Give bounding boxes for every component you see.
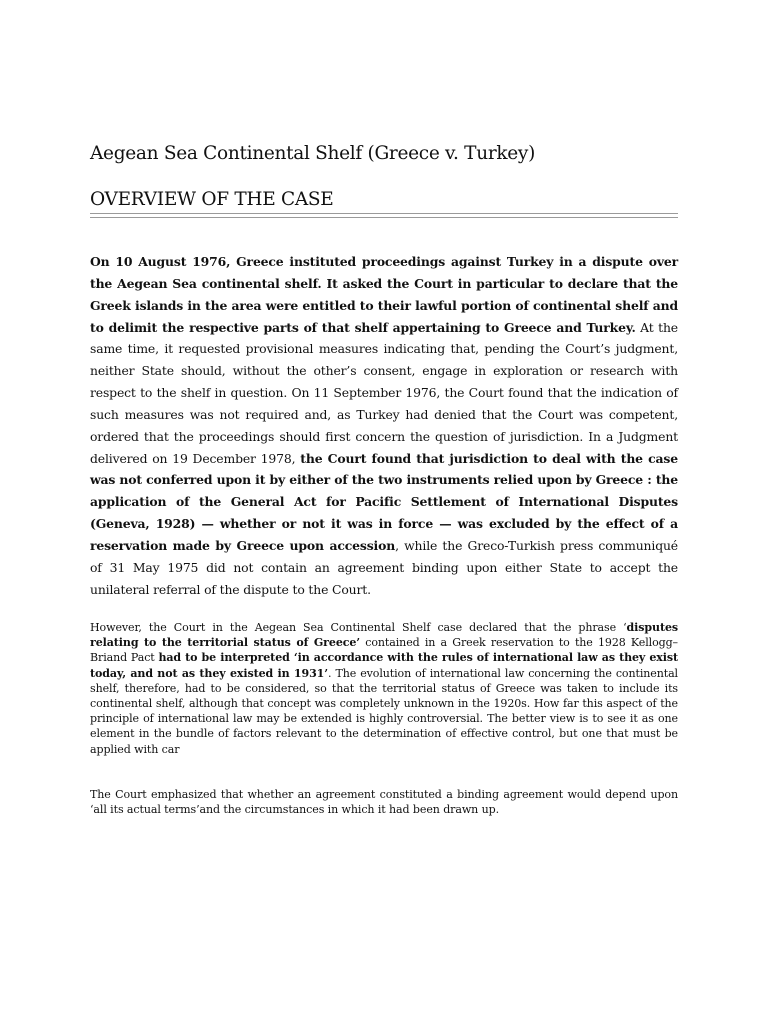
paragraph-2-text-3: . The evolution of international law concerning the continental shelf, therefore, had to be considered, so that the territorial status of Greece was taken to include its continental shelf, although that concept was completely unknown in the 1920s. How far this aspect of the principle of international law may be extended is highly controversial. The better view is to see it as one element in the bundle of factors relevant to the determination of effective control, but one that must be applied with car	[90, 666, 678, 756]
paragraph-3: The Court emphasized that whether an agreement constituted a binding agreement would depend upon ‘all its actual terms’and the circumstances in which it had been drawn up.	[90, 788, 678, 817]
paragraph-1-bold-intro: On 10 August 1976, Greece instituted proceedings against Turkey in a dispute over the Aegean Sea continental shelf. It asked the Court in particular to declare that the Greek islands in the area were entitled to their lawful portion of continental shelf and to delimit the respective parts of that shelf appertaining to Greece and Turkey.	[90, 254, 678, 335]
paragraph-2	[90, 620, 678, 757]
paragraph-2-bold-phrase: disputes relating to the territorial status of Greece’	[90, 621, 678, 650]
paragraph-1	[90, 251, 678, 601]
section-heading: OVERVIEW OF THE CASE	[90, 189, 334, 210]
document-title: Aegean Sea Continental Shelf (Greece v. Turkey)	[90, 143, 536, 164]
heading-divider	[90, 213, 678, 218]
paragraph-2-bold-interpreted: had to be interpreted ‘in accordance with the rules of international law as they exist today, and not as they existed in 1931’	[90, 651, 678, 680]
paragraph-1-text-2: , while the Greco-Turkish press communiqué of 31 May 1975 did not contain an agreement binding upon either State to accept the unilateral referral of the dispute to the Court.	[90, 537, 678, 597]
paragraph-2-text-1: However, the Court in the Aegean Sea Continental Shelf case declared that the phrase ‘	[90, 621, 627, 634]
paragraph-1-bold-finding: the Court found that jurisdiction to deal with the case was not conferred upon it by either of the two instruments relied upon by Greece : the application of the General Act for Pacific Settlement of International Disputes (Geneva, 1928) — whether or not it was in force — was excluded by the effect of a reservation made by Greece upon accession	[90, 450, 678, 553]
paragraph-1-text-1: At the same time, it requested provisional measures indicating that, pending the Court’s judgment, neither State should, without the other’s consent, engage in exploration or research with respect to the shelf in question. On 11 September 1976, the Court found that the indication of such measures was not required and, as Turkey had denied that the Court was competent, ordered that the proceedings should first concern the question of jurisdiction. In a Judgment delivered on 19 December 1978,	[90, 319, 678, 466]
paragraph-2-text-2: contained in a Greek reservation to the 1928 Kellogg–Briand Pact	[90, 636, 678, 665]
